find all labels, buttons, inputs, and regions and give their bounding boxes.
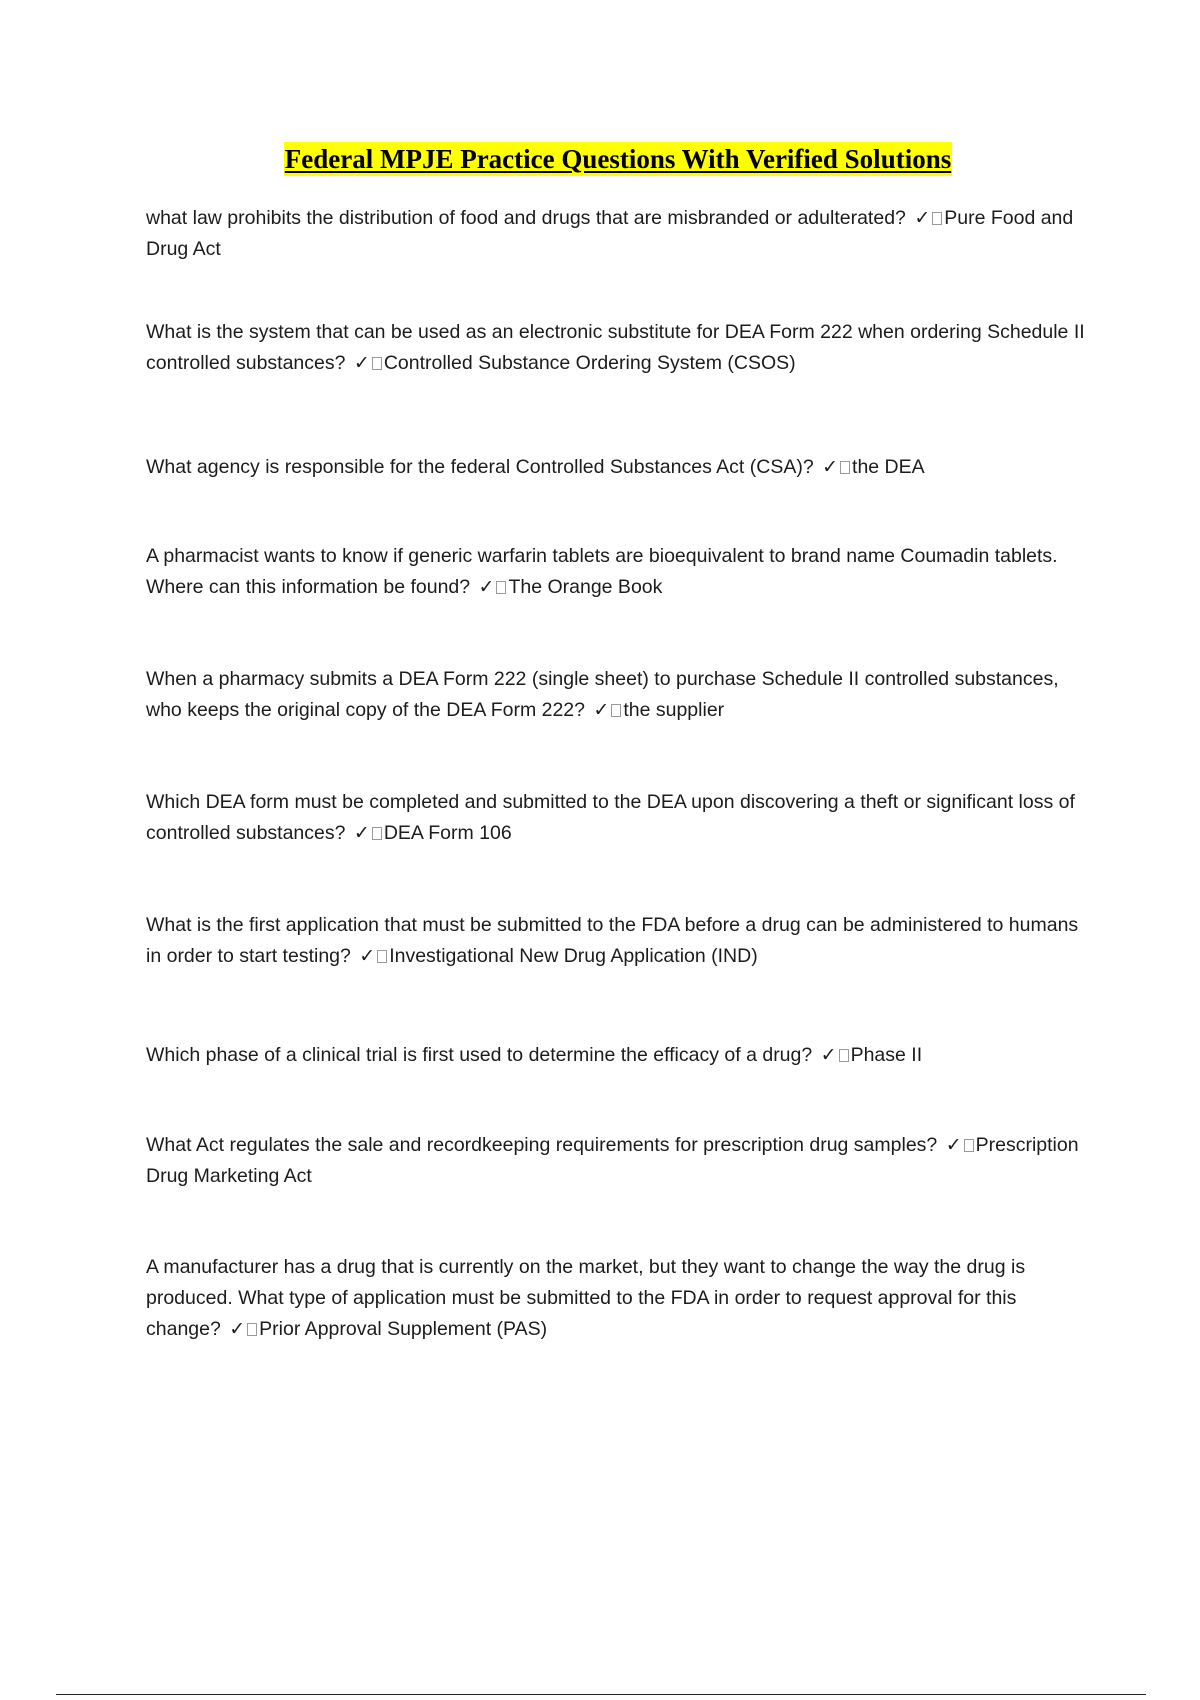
qa-item-5 [146, 664, 1096, 726]
checkbox-glyph-icon [932, 212, 942, 225]
question-text: Which DEA form must be completed and submitted to the DEA upon discovering a theft or significant loss of controlled substances? [146, 791, 1075, 844]
checkbox-glyph-icon [372, 827, 382, 840]
question-text: A pharmacist wants to know if generic warfarin tablets are bioequivalent to brand name Coumadin tablets. Where can this information be found? [146, 545, 1058, 598]
question-text: What agency is responsible for the federal Controlled Substances Act (CSA)? [146, 456, 814, 478]
question-text: What Act regulates the sale and recordkeeping requirements for prescription drug samples? [146, 1134, 938, 1156]
qa-item-8 [146, 1040, 1096, 1071]
document-title: Federal MPJE Practice Questions With Verified Solutions [284, 144, 952, 174]
checkbox-glyph-icon [611, 704, 621, 717]
checkbox-glyph-icon [377, 950, 387, 963]
qa-item-1 [146, 203, 1096, 265]
title-wrapper [0, 142, 1200, 176]
qa-item-6 [146, 787, 1096, 849]
qa-item-7 [146, 910, 1096, 972]
answer-text: Phase II [850, 1044, 923, 1066]
check-mark-icon: ✓ [353, 352, 370, 374]
answer-text: the supplier [623, 699, 725, 721]
question-text: what law prohibits the distribution of food and drugs that are misbranded or adulterated? [146, 207, 906, 229]
qa-item-10 [146, 1252, 1096, 1345]
check-mark-icon: ✓ [353, 822, 370, 844]
answer-text: The Orange Book [508, 576, 663, 598]
question-text: What is the first application that must be submitted to the FDA before a drug can be administered to humans in order to start testing? [146, 914, 1079, 967]
answer-text: the DEA [852, 456, 925, 478]
answer-text: Pure Food and Drug Act [146, 207, 1074, 260]
checkbox-glyph-icon [964, 1139, 974, 1152]
check-mark-icon: ✓ [229, 1318, 246, 1340]
answer-text: Investigational New Drug Application (IND) [389, 945, 758, 967]
answer-text: DEA Form 106 [383, 822, 512, 844]
check-mark-icon: ✓ [593, 699, 610, 721]
question-text: A manufacturer has a drug that is currently on the market, but they want to change the way the drug is produced. What type of application must be submitted to the FDA in order to request approval for this change? [146, 1256, 1026, 1340]
checkbox-glyph-icon [372, 357, 382, 370]
answer-text: Prior Approval Supplement (PAS) [259, 1318, 548, 1340]
qa-item-9 [146, 1130, 1096, 1192]
check-mark-icon: ✓ [914, 207, 931, 229]
qa-item-4 [146, 541, 1096, 603]
check-mark-icon: ✓ [478, 576, 495, 598]
answer-text: Controlled Substance Ordering System (CSOS) [383, 352, 796, 374]
answer-text: Prescription Drug Marketing Act [146, 1134, 1079, 1187]
check-mark-icon: ✓ [820, 1044, 837, 1066]
check-mark-icon: ✓ [359, 945, 376, 967]
check-mark-icon: ✓ [822, 456, 839, 478]
question-text: Which phase of a clinical trial is first used to determine the efficacy of a drug? [146, 1044, 813, 1066]
checkbox-glyph-icon [840, 461, 850, 474]
question-text: When a pharmacy submits a DEA Form 222 (single sheet) to purchase Schedule II controlled substances, who keeps the original copy of the DEA Form 222? [146, 668, 1059, 721]
qa-item-3 [146, 452, 1096, 483]
checkbox-glyph-icon [496, 581, 506, 594]
check-mark-icon: ✓ [945, 1134, 962, 1156]
checkbox-glyph-icon [839, 1049, 849, 1062]
question-text: What is the system that can be used as an electronic substitute for DEA Form 222 when ordering Schedule II controlled substances? [146, 321, 1085, 374]
qa-item-2 [146, 317, 1096, 379]
footer-divider [56, 1694, 1146, 1695]
checkbox-glyph-icon [247, 1323, 257, 1336]
